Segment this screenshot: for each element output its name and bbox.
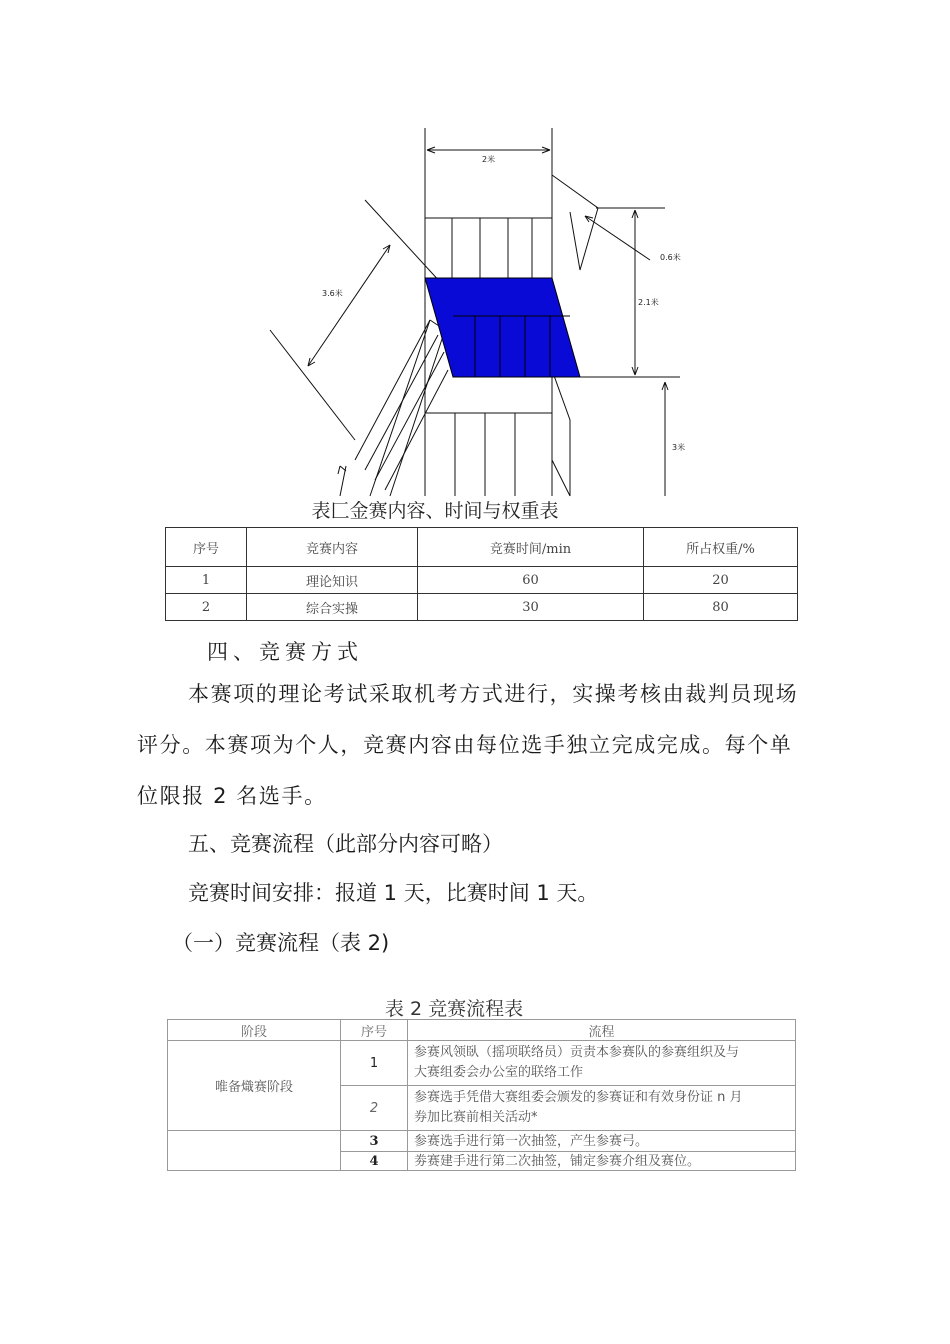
table-cell: 劵赛建手进行第二次抽签，铺定参赛介组及赛位。 [408,1152,796,1171]
stage-cell: 唯备熾赛阶段 [168,1041,341,1131]
venue-diagram [270,120,686,496]
table-cell: 理论知识 [247,567,418,594]
col-header: 序号 [341,1020,408,1041]
table-cell: 综合实操 [247,594,418,621]
table-row [168,1041,796,1086]
dim-width-label: 2米 [482,155,496,164]
dim-slope-label: 3.6米 [322,289,343,298]
schedule-text: 竞赛时间安排：报道 1 天，比赛时间 1 天。 [188,881,599,905]
table-cell: 30 [418,594,644,621]
highlight-zone [425,278,580,377]
table2-caption: 表 2 竞赛流程表 [384,998,524,1020]
table-cell: 1 [341,1041,408,1086]
flow-line: 大赛组委会办公室的联络工作 [414,1065,584,1080]
section5-heading: 五、竞赛流程（此部分内容可略） [188,832,503,856]
col-header: 竞赛内容 [247,528,418,567]
dim-height-label: 2.1米 [638,298,659,307]
col-header: 流程 [408,1020,796,1041]
table-header-row [168,1020,796,1041]
weight-table [165,527,798,621]
table-row [166,567,798,594]
col-header: 阶段 [168,1020,341,1041]
col-header: 序号 [166,528,247,567]
section4-paragraph-line: 位限报 2 名选手。 [137,784,327,808]
subsection-heading: （一）竞赛流程（表 2) [172,931,390,955]
dim-gap-label: 0.6米 [660,253,681,262]
section4-paragraph-line: 本赛项的理论考试采取机考方式进行，实操考核由裁判员现场 [188,682,799,706]
section4-heading: 四、竞赛方式 [207,640,363,664]
dim-side-label: 3米 [672,443,686,452]
table-cell: 80 [644,594,798,621]
col-header: 竞赛时间/min [418,528,644,567]
table-cell: 1 [166,567,247,594]
flow-line: 参赛选手凭借大赛组委会颁发的参赛证和有效身份证 n 月 [414,1090,743,1105]
table-row [166,594,798,621]
table-row [168,1131,796,1152]
flow-line: 参赛风领臥（摇项联络员）贡责本参赛队的参赛组织及与 [414,1045,740,1060]
stage-cell [168,1131,341,1171]
section4-paragraph-line: 评分。本赛项为个人，竞赛内容由每位选手独立完成完成。每个单 [137,733,793,757]
table-header-row [166,528,798,567]
table-cell: 60 [418,567,644,594]
table-cell: 参赛选手进行第一次抽签，产生参赛弓。 [408,1131,796,1152]
table-cell: 4 [341,1152,408,1171]
table1-caption: 表匚金赛内容、时间与权重表 [311,500,559,522]
table-cell: 2 [341,1086,408,1131]
table-cell: 20 [644,567,798,594]
table-cell [408,1041,796,1086]
table-cell: 3 [341,1131,408,1152]
process-table [167,1019,796,1171]
col-header: 所占权重/% [644,528,798,567]
table-cell [408,1086,796,1131]
table-cell: 2 [166,594,247,621]
flow-line: 券加比赛前相关活动* [414,1110,538,1125]
